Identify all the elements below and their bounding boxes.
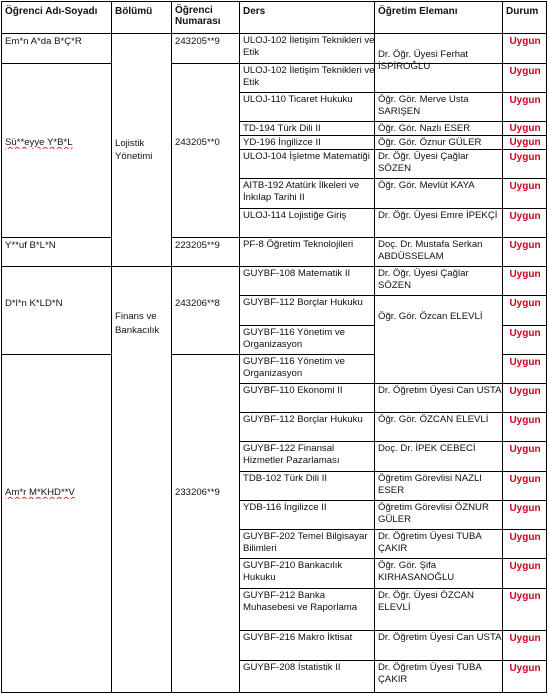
course-cell: YDB-116 İngilizce II bbox=[243, 502, 327, 513]
instructor-cell: Dr. Öğretim Üyesi Can USTA bbox=[378, 385, 502, 396]
course-cell: TD-194 Türk Dili II bbox=[243, 123, 321, 134]
course-cell: GUYBF-208 İstatistik II bbox=[243, 662, 341, 673]
student-number: 243206**8 bbox=[175, 298, 220, 309]
header-department: Bölümü bbox=[115, 6, 170, 17]
student-number: 243205**0 bbox=[175, 137, 220, 148]
status-badge: Uygun bbox=[509, 474, 541, 485]
course-cell: GUYBF-210 Bankacılık Hukuku bbox=[243, 560, 343, 583]
instructor-cell: Doç. Dr. İPEK CEBECİ bbox=[378, 443, 476, 454]
student-name: Am*r M*KHD**V bbox=[5, 487, 75, 498]
status-badge: Uygun bbox=[509, 123, 541, 134]
instructor-cell: Dr. Öğr. Üyesi ÖZCAN ELEVLİ bbox=[378, 590, 474, 613]
course-cell: TDB-102 Türk Dili II bbox=[243, 473, 328, 484]
header-instructor: Öğretim Elemanı bbox=[378, 6, 500, 17]
status-badge: Uygun bbox=[509, 415, 541, 426]
course-cell: GUYBF-216 Makro İktisat bbox=[243, 632, 353, 643]
department-name: Lojistik Yönetimi bbox=[115, 138, 153, 162]
instructor-cell: Öğr. Gör. ÖZCAN ELEVLİ bbox=[378, 414, 489, 425]
course-cell: GUYBF-112 Borçlar Hukuku bbox=[243, 297, 363, 308]
course-cell: ULOJ-102 İletişim Teknikleri ve Etik bbox=[243, 35, 375, 58]
instructor-cell: Dr. Öğretim Üyesi TUBA ÇAKIR bbox=[378, 531, 482, 554]
status-badge: Uygun bbox=[509, 66, 541, 77]
student-name: Em*n A*da B*Ç*R bbox=[5, 36, 82, 47]
course-cell: GUYBF-202 Temel Bilgisayar Bilimleri bbox=[243, 531, 368, 554]
header-course: Ders bbox=[243, 6, 373, 17]
status-badge: Uygun bbox=[509, 181, 541, 192]
instructor-cell: Doç. Dr. Mustafa Serkan ABDÜSSELAM bbox=[378, 239, 483, 262]
student-name: Sü**eyye Y*B*L bbox=[5, 137, 73, 148]
status-badge: Uygun bbox=[509, 137, 541, 148]
status-badge: Uygun bbox=[509, 95, 541, 106]
student-name: Y**uf B*L*N bbox=[5, 240, 56, 251]
status-badge: Uygun bbox=[509, 328, 541, 339]
status-badge: Uygun bbox=[509, 357, 541, 368]
instructor-cell: Öğr. Gör. Nazlı ESER bbox=[378, 123, 471, 134]
instructor-cell: Öğretim Görevlisi NAZLI ESER bbox=[378, 473, 482, 496]
course-cell: ULOJ-104 İşletme Matematiği bbox=[243, 151, 370, 162]
student-number: 223205**9 bbox=[175, 240, 220, 251]
status-badge: Uygun bbox=[509, 444, 541, 455]
course-cell: GUYBF-116 Yönetim ve Organizasyon bbox=[243, 356, 346, 379]
status-badge: Uygun bbox=[509, 152, 541, 163]
course-cell: ULOJ-110 Ticaret Hukuku bbox=[243, 94, 353, 105]
status-badge: Uygun bbox=[509, 591, 541, 602]
course-cell: GUYBF-108 Matematik II bbox=[243, 268, 351, 279]
instructor-cell: Dr. Öğretim Üyesi TUBA ÇAKIR bbox=[378, 662, 482, 685]
department-name: Finans ve Bankacılık bbox=[115, 311, 160, 336]
instructor-cell: Dr. Öğr. Üyesi Emre İPEKÇİ bbox=[378, 210, 498, 221]
instructor-cell: Öğr. Gör. Merve Usta SARIŞEN bbox=[378, 94, 469, 117]
course-cell: AITB-192 Atatürk İlkeleri ve İnkılap Tarihi II bbox=[243, 180, 360, 203]
student-number: 243205**9 bbox=[175, 36, 220, 47]
status-badge: Uygun bbox=[509, 240, 541, 251]
status-badge: Uygun bbox=[509, 633, 541, 644]
instructor-cell: Öğr. Gör. Öznur GÜLER bbox=[378, 137, 482, 148]
instructor-cell: Dr. Öğr. Üyesi Ferhat İSPİROĞLU bbox=[378, 49, 469, 72]
instructor-cell: Öğr. Gör. Mevlüt KAYA bbox=[378, 180, 475, 191]
instructor-cell: Öğr. Gör. Şifa KIRHASANOĞLU bbox=[378, 560, 455, 583]
status-badge: Uygun bbox=[509, 561, 541, 572]
status-badge: Uygun bbox=[509, 386, 541, 397]
header-student-name: Öğrenci Adı-Soyadı bbox=[5, 6, 109, 17]
instructor-cell: Dr. Öğretim Üyesi Can USTA bbox=[378, 632, 502, 643]
course-cell: GUYBF-212 Banka Muhasebesi ve Raporlama bbox=[243, 590, 358, 613]
course-cell: GUYBF-116 Yönetim ve Organizasyon bbox=[243, 327, 346, 350]
instructor-cell: Öğretim Görevlisi ÖZNUR GÜLER bbox=[378, 502, 489, 525]
course-cell: GUYBF-122 Finansal Hizmetler Pazarlaması bbox=[243, 443, 340, 466]
status-badge: Uygun bbox=[509, 503, 541, 514]
status-badge: Uygun bbox=[509, 211, 541, 222]
instructor-cell: Öğr. Gör. Özcan ELEVLİ bbox=[378, 311, 483, 322]
course-cell: ULOJ-102 İletişim Teknikleri ve Etik bbox=[243, 65, 375, 88]
status-badge: Uygun bbox=[509, 663, 541, 674]
instructor-cell: Dr. Öğr. Üyesi Çağlar SÖZEN bbox=[378, 151, 469, 174]
course-cell: PF-8 Öğretim Teknolojileri bbox=[243, 239, 354, 250]
student-number: 233206**9 bbox=[175, 487, 220, 498]
course-cell: ULOJ-114 Lojistiğe Giriş bbox=[243, 210, 347, 221]
status-badge: Uygun bbox=[509, 36, 541, 47]
student-name: D*l*n K*LD*N bbox=[5, 298, 63, 309]
status-badge: Uygun bbox=[509, 298, 541, 309]
course-cell: YD-196 İngilizce II bbox=[243, 137, 321, 148]
status-badge: Uygun bbox=[509, 532, 541, 543]
header-student-number: Öğrenci Numarası bbox=[175, 5, 237, 27]
header-status: Durum bbox=[506, 6, 546, 17]
status-badge: Uygun bbox=[509, 269, 541, 280]
instructor-cell: Dr. Öğr. Üyesi Çağlar SÖZEN bbox=[378, 268, 469, 291]
course-cell: GUYBF-110 Ekonomi II bbox=[243, 385, 343, 396]
course-cell: GUYBF-112 Borçlar Hukuku bbox=[243, 414, 363, 425]
